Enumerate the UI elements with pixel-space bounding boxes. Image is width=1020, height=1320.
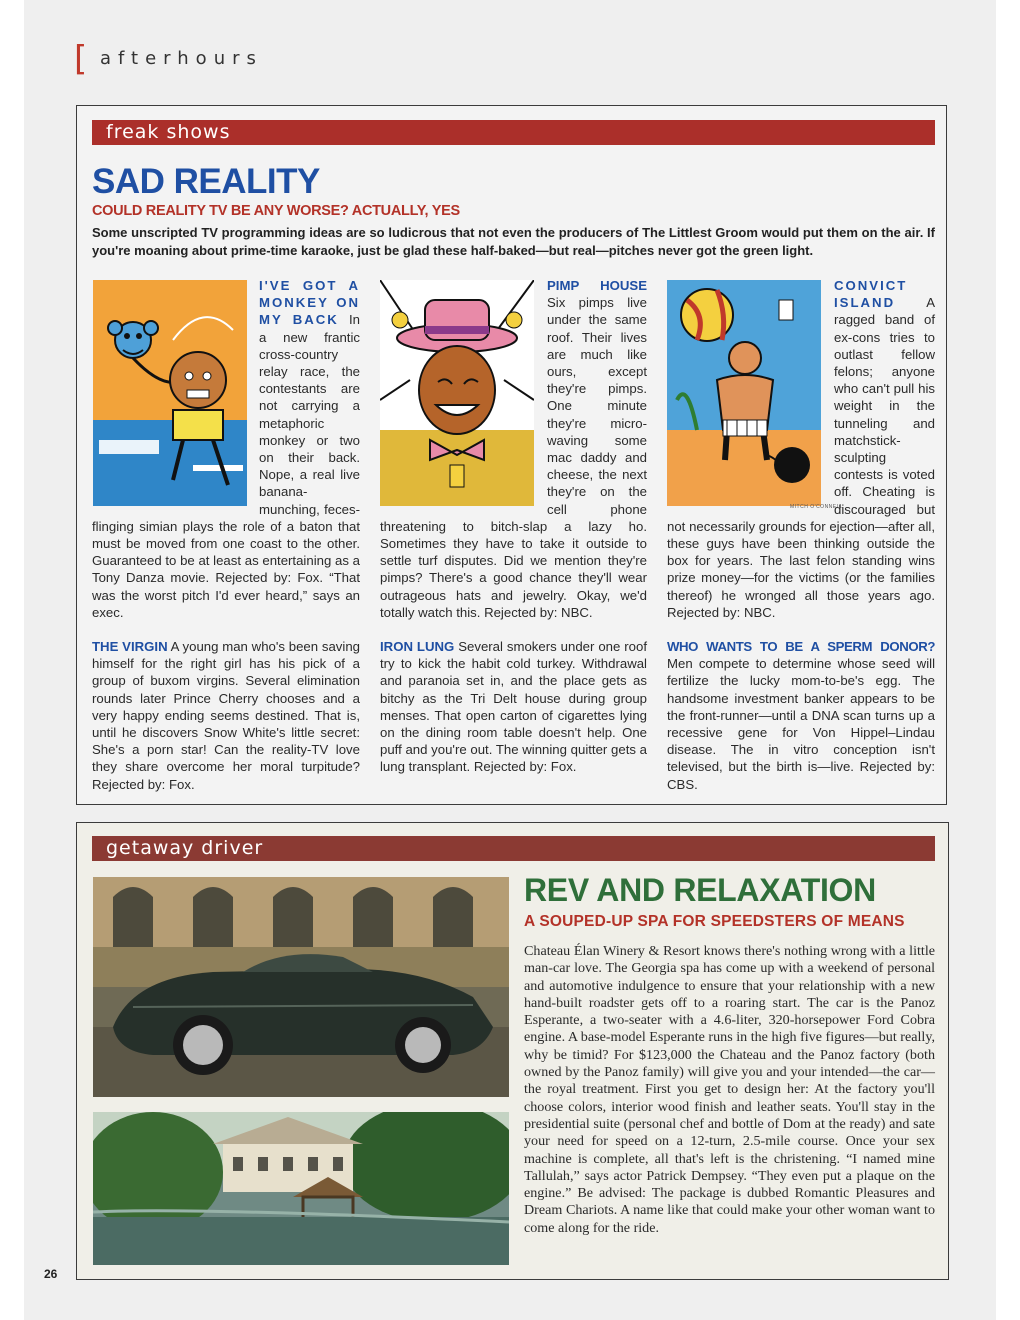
convict-item-kicker: CONVICT ISLAND: [834, 278, 927, 311]
illustration-credit: MITCH O'CONNELL: [790, 504, 844, 510]
pimp-item-text: Six pimps live under the same roof. Their lives are much like ours, except they're pimps. One minute they're micro-waving some mac daddy and cheese, the next they're on the cell phone threatening to bitch-slap a lazy ho. Sometimes they have to take it outside to settle turf disputes. Did we mention they're pimps? There's a good chance they'll wear outrageous hats and jewelry. Okay, we'd totally watch this. Rejected by: NBC.: [380, 295, 647, 620]
iron-lung-item: [380, 638, 647, 776]
monkey-item-text: In a new frantic cross-country relay race, the contestants are not carrying a metaphoric monkey or two on their back. Nope, a real live banana-munching, feces-flinging simian plays the role of a baton that must be moved from one coast to the other. Guaranteed to be at least as entertaining as a Tony Danza movie. Rejected by: Fox. “That was the worst pitch I'd ever heard,” says an exec.: [92, 312, 360, 620]
getaway-driver-subhead: A SOUPED-UP SPA FOR SPEEDSTERS OF MEANS: [524, 913, 905, 930]
freak-shows-headline: SAD REALITY: [92, 162, 320, 201]
iron-lung-item-text: Several smokers under one roof try to kick the habit cold turkey. Withdrawal and paranoia set in, and the place gets as bitchy as the Tri Delt house during group menses. That open carton of cigarettes lying on the dining room table doesn't help. One puff and you're out. The winning quitter gets a lung transplant. Rejected by: Fox.: [380, 639, 648, 775]
freak-shows-intro: Some unscripted TV programming ideas are so ludicrous that not even the producers of The Littlest Groom would put them on the air. If you're moaning about prime-time karaoke, just be glad these half-baked—but real—pitches never got the green light.: [92, 225, 935, 258]
freak-shows-subhead: COULD REALITY TV BE ANY WORSE? ACTUALLY, YES: [92, 203, 460, 219]
monkey-illustration-spacer: [92, 277, 252, 509]
freak-shows-band: freak shows: [92, 120, 935, 145]
iron-lung-item-kicker: IRON LUNG: [380, 639, 455, 654]
monkey-item-kicker: I'VE GOT A MONKEY ON MY BACK: [259, 278, 360, 328]
section-bracket: [: [74, 39, 88, 79]
getaway-driver-body: Chateau Élan Winery & Resort knows there's nothing wrong with a little man-car love. The Georgia spa has come up with a weekend of personal and automotive indulgence to ensure that your relationship with a new hand-built roadster gets off to a roaring start. The car is the Panoz Esperante, a two-seater with a 4.6-liter, 320-horsepower Ford Cobra engine. A base-model Esperante runs in the high five figures—but really, why be timid? For $123,000 the Chateau and the Panoz factory (both owned by the Panoz family) will give you and your intended—the car—the royal treatment. First you get to design her: At the factory you'll choose colors, interior wood finish and leather seats. You'll stay in the presidential suite (personal chef and bottle of Dom at the ready) and sate your need for speed on a 12-turn, 2.5-mile course. Once your sex machine is complete, all that's left is the christening. “I named mine Tallulah,” says actor Patrick Dempsey. “They even put a plaque on the engine.” Be advised: The package is dubbed Romantic Pleasures and Dream Chariots. A name like that could make your other woman want to come along for the ride.: [524, 943, 935, 1236]
virgin-item-text: A young man who's been saving himself for the right girl has his pick of a group of buxom virgins. Several elimination rounds later Prince Cherry chooses and a very happy ending seems destined. That is, until he discovers Snow White's little secret: She's a porn star! Can the reality-TV love they share overcome her moral turpitude? Rejected by: Fox.: [92, 639, 361, 792]
section-name: afterhours: [100, 48, 263, 69]
monkey-item-body: [92, 277, 360, 620]
convict-item-text: A ragged band of ex-cons tries to outlast fellow felons; anyone who can't pull his weight in the tunneling and matchstick-sculpting contests is voted off. Cheating is discouraged but not necessarily grounds for ejection—after all, these guys have been thinking outside the box for years. The last felon standing wins prize money—for the victims (or the families thereof) he wronged all those years ago. Rejected by: NBC.: [667, 295, 935, 620]
sperm-donor-item-text: Men compete to determine whose seed will fertilize the lucky mom-to-be's egg. The handsome investment banker appears to be the front-runner—until a DNA scan turns up a recessive gene for Von Hippel–Lindau disease. The in vitro conception isn't televised, but the birth is—live. Rejected by: CBS.: [667, 656, 935, 792]
convict-illustration-spacer: [667, 277, 827, 509]
page-number: 26: [44, 1267, 58, 1281]
convict-item-body: [667, 277, 935, 620]
roadster-photo: [93, 877, 509, 1097]
resort-lake-photo: [93, 1112, 509, 1265]
getaway-driver-headline: REV AND RELAXATION: [524, 872, 876, 908]
sperm-donor-item-kicker: WHO WANTS TO BE A SPERM DONOR?: [667, 639, 935, 654]
virgin-item: [92, 638, 360, 793]
sperm-donor-item: [667, 638, 935, 793]
getaway-driver-band: getaway driver: [92, 836, 935, 861]
pimp-item-body: [380, 277, 647, 620]
pimp-item-kicker: PIMP HOUSE: [547, 278, 647, 293]
pimp-illustration-spacer: [380, 277, 540, 509]
virgin-item-kicker: THE VIRGIN: [92, 639, 168, 654]
